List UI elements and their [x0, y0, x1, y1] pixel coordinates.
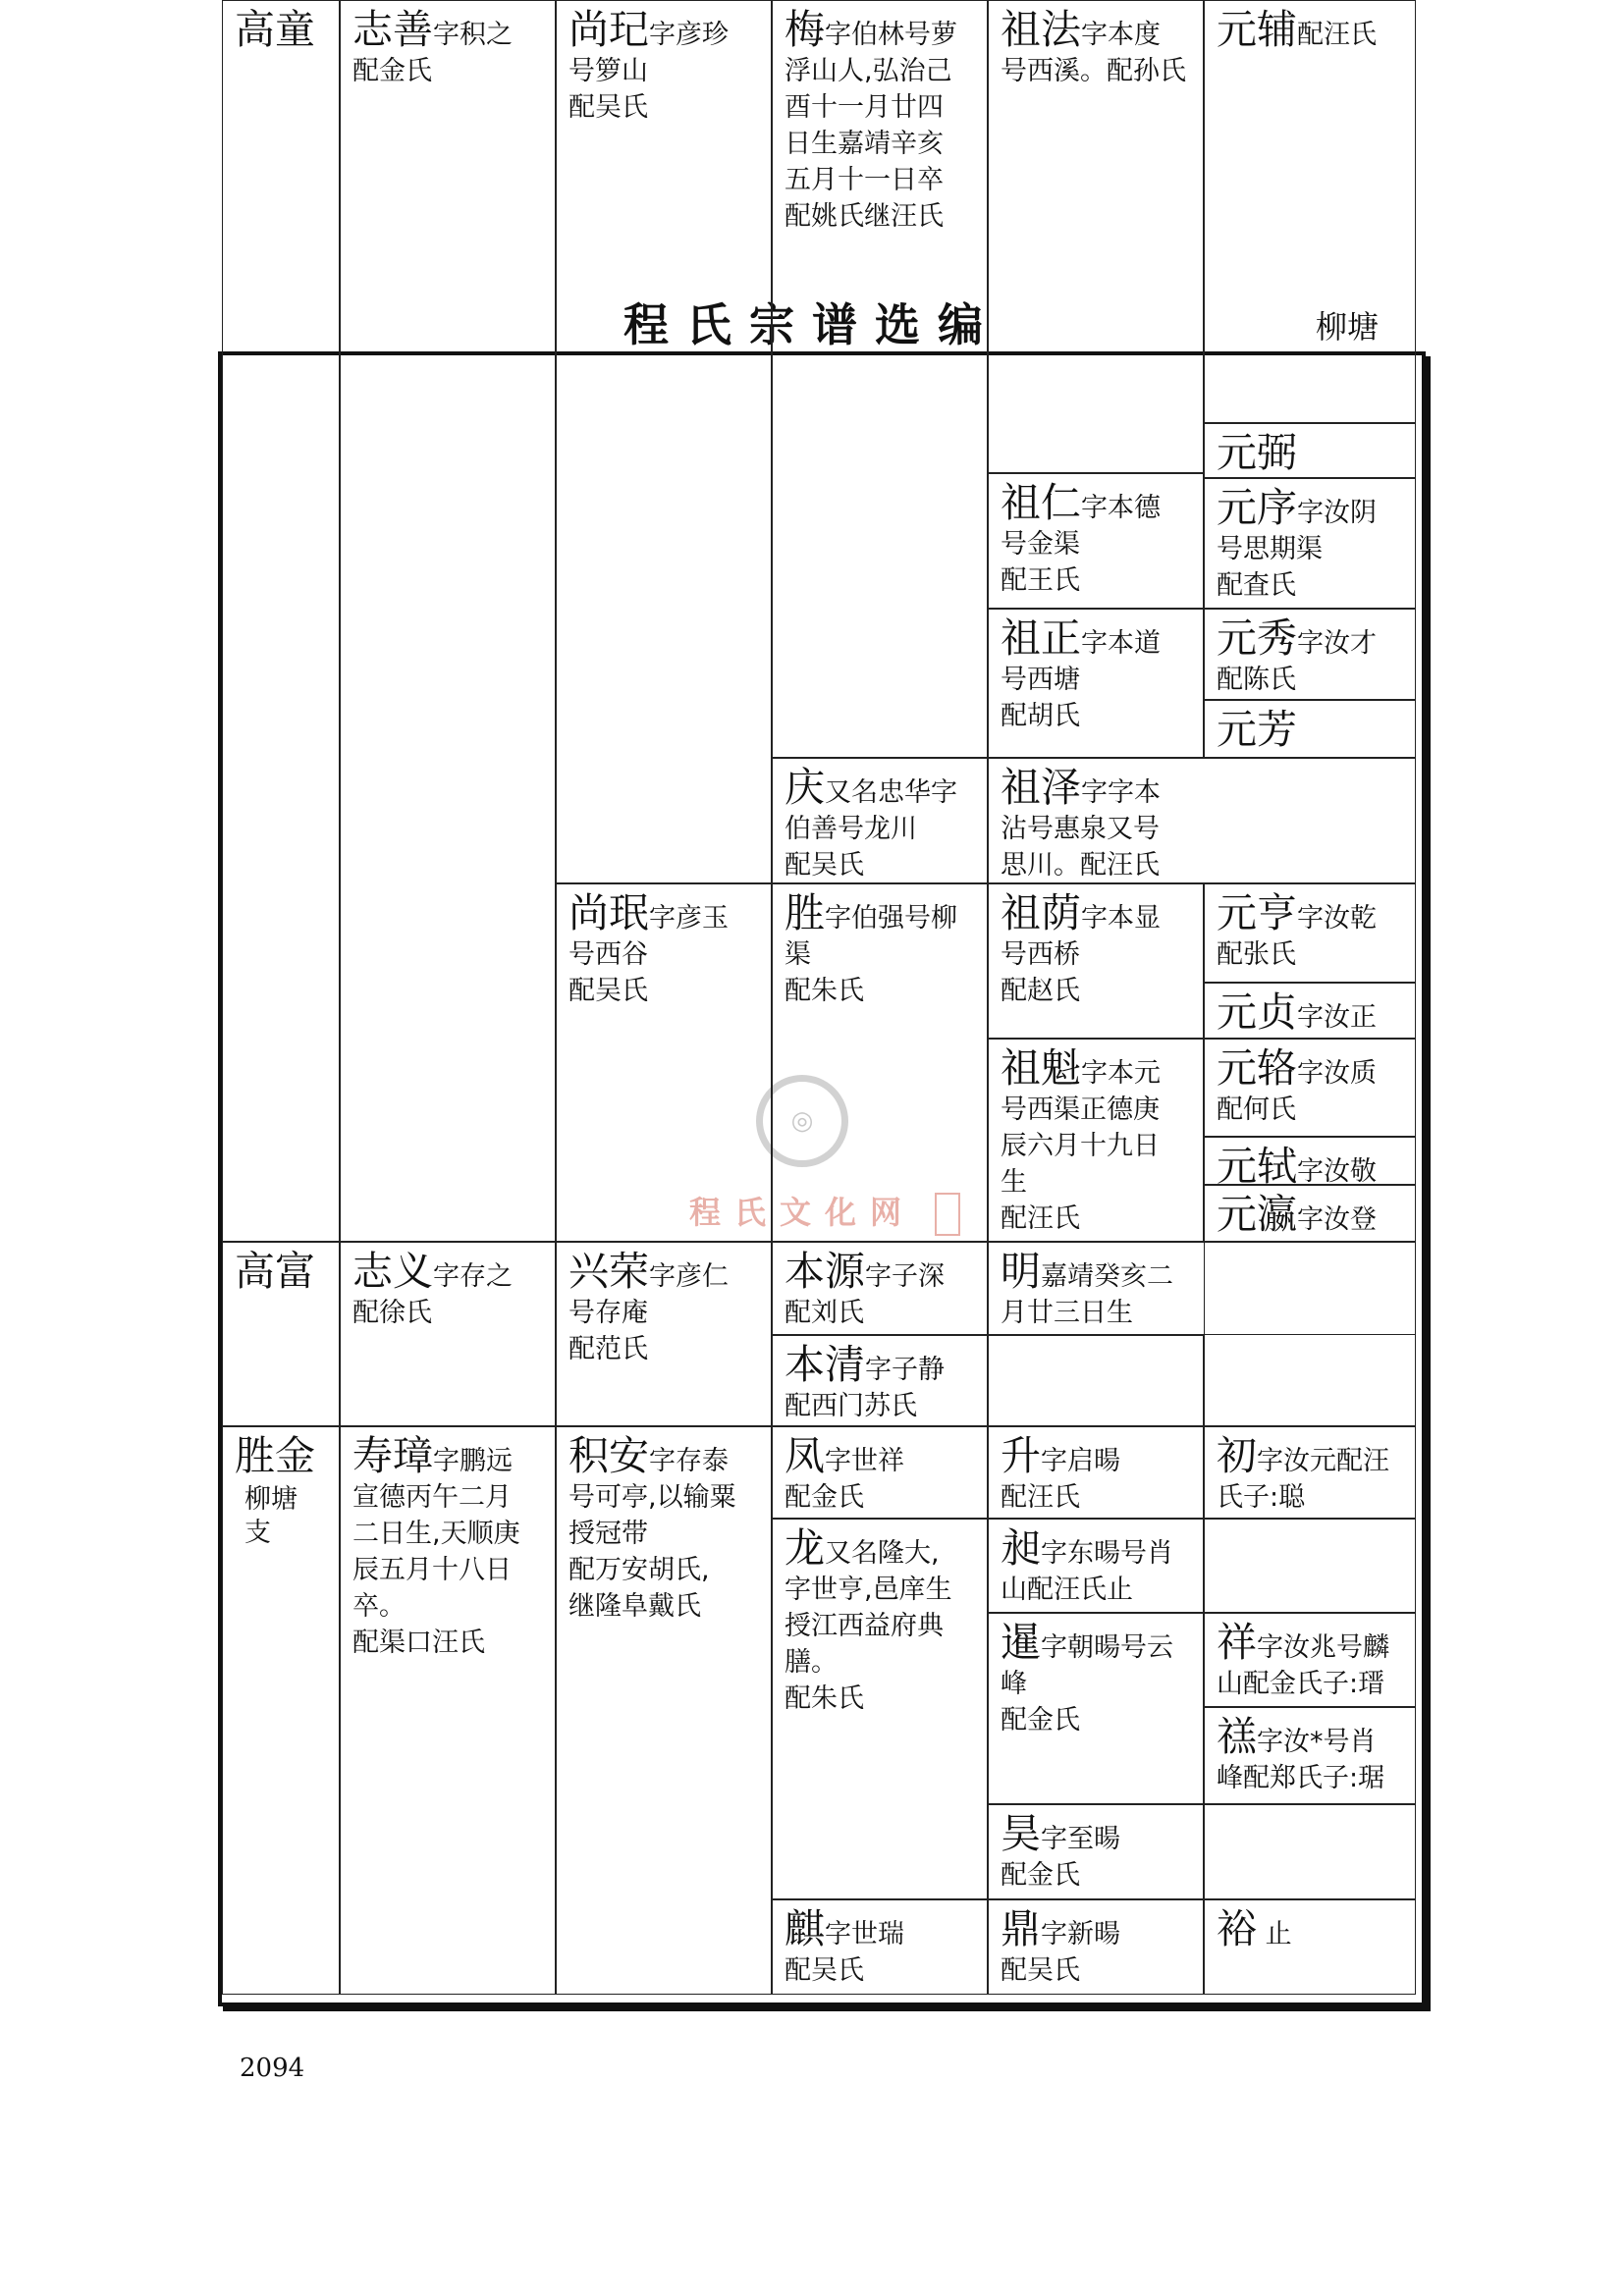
empty-cell: [1204, 1242, 1416, 1426]
person-note: 字汝*号肖 峰配郑氏子:琚: [1217, 1727, 1385, 1793]
person-note: 字子静 配西门苏氏: [785, 1355, 945, 1421]
person-note: 配汪氏: [1297, 20, 1377, 50]
person-note: 字汝才 配陈氏: [1217, 628, 1377, 695]
person-name: 明: [1001, 1248, 1041, 1295]
genealogy-cell: [1204, 1707, 1416, 1804]
genealogy-cell: [556, 1242, 772, 1426]
genealogy-cell: [340, 1242, 556, 1426]
genealogy-cell: [1204, 983, 1416, 1039]
person-note: 字彦玉 号西谷 配吴氏: [568, 903, 729, 1006]
genealogy-cell: [988, 1804, 1204, 1899]
genealogy-cell: [1204, 700, 1416, 758]
person-name: 志善: [352, 6, 433, 53]
person-note: 字新暘 配吴氏: [1001, 1919, 1120, 1986]
genealogy-cell: [556, 0, 772, 883]
person-note: 字本德 号金渠 配王氏: [1001, 493, 1161, 596]
person-name: 元秀: [1217, 614, 1297, 662]
genealogy-cell: [772, 1426, 988, 1519]
person-note: 字本道 号西塘 配胡氏: [1001, 628, 1161, 731]
genealogy-cell: [988, 1039, 1204, 1242]
genealogy-cell: [988, 758, 1416, 883]
person-name: 元序: [1217, 484, 1297, 531]
person-name: 寿璋: [352, 1432, 433, 1479]
genealogy-cell: [1204, 1899, 1416, 1995]
person-name: 龙: [785, 1524, 825, 1572]
person-name: 祖法: [1001, 6, 1081, 53]
person-note: 字东暘号肖 山配汪氏止: [1001, 1538, 1173, 1605]
person-name: 元辅: [1217, 6, 1297, 53]
person-name: 初: [1217, 1432, 1257, 1479]
person-name: 祖荫: [1001, 889, 1081, 936]
branch-label: 柳塘: [1316, 308, 1380, 346]
person-name: 祖魁: [1001, 1044, 1081, 1092]
person-name: 元芳: [1217, 706, 1297, 753]
genealogy-cell: [1204, 0, 1416, 423]
person-name: 高童: [235, 6, 315, 53]
person-name: 祖泽: [1001, 764, 1081, 811]
genealogy-cell: [222, 1426, 340, 1995]
person-name: 鼎: [1001, 1905, 1041, 1952]
genealogy-cell: [1204, 423, 1416, 478]
page-title: 程氏宗谱选编: [623, 298, 1001, 351]
person-name: 元贞: [1217, 988, 1297, 1036]
person-name: 祖正: [1001, 614, 1081, 662]
person-name: 元瀛: [1217, 1191, 1297, 1238]
genealogy-cell: [772, 758, 988, 883]
genealogy-cell: [1204, 1185, 1416, 1242]
person-name: 元辂: [1217, 1044, 1297, 1092]
person-note: 字至暘 配金氏: [1001, 1824, 1120, 1891]
genealogy-cell: [988, 1519, 1204, 1613]
genealogy-cell: [340, 0, 556, 1242]
genealogy-cell: [556, 1426, 772, 1995]
genealogy-cell: [1204, 1137, 1416, 1190]
person-note: 止: [1257, 1919, 1292, 1949]
empty-cell: [988, 1335, 1204, 1426]
person-note: 又名隆大, 字世亨,邑庠生 授江西益府典 膳。 配朱氏: [785, 1538, 952, 1714]
person-note: 字鹏远 宣德丙午二月 二日生,天顺庚 辰五月十八日 卒。 配渠口汪氏: [352, 1446, 520, 1658]
branch-subnote: 柳塘 支: [244, 1484, 298, 1548]
person-name: 胜: [785, 889, 825, 936]
person-name: 尚珉: [568, 889, 649, 936]
person-note: 字伯林号萝 浮山人,弘治己 酉十一月廿四 日生嘉靖辛亥 五月十一日卒 配姚氏继汪氏: [785, 20, 957, 232]
person-name: 元轼: [1217, 1143, 1297, 1190]
genealogy-cell: [556, 883, 772, 1242]
person-name: 庆: [785, 764, 825, 811]
person-note: 字积之 配金氏: [352, 20, 513, 86]
page-number: 2094: [240, 2054, 305, 2083]
genealogy-cell: [1204, 1613, 1416, 1707]
person-name: 尚玘: [568, 6, 649, 53]
genealogy-cell: [1204, 883, 1416, 983]
person-note: 字彦珍 号箩山 配吴氏: [568, 20, 729, 123]
person-name: 凤: [785, 1432, 825, 1479]
person-name: 梅: [785, 6, 825, 53]
person-note: 字启暘 配汪氏: [1001, 1446, 1120, 1513]
person-note: 字本元 号西渠正德庚 辰六月十九日 生 配汪氏: [1001, 1058, 1161, 1234]
empty-cell: [1204, 1519, 1416, 1613]
person-note: 字汝兆号麟 山配金氏子:瑨: [1217, 1632, 1389, 1699]
person-name: 元亨: [1217, 889, 1297, 936]
genealogy-cell: [772, 1335, 988, 1426]
genealogy-cell: [340, 1426, 556, 1995]
genealogy-cell: [988, 1899, 1204, 1995]
person-name: 高富: [235, 1248, 315, 1295]
person-name: 积安: [568, 1432, 649, 1479]
genealogy-cell: [772, 1242, 988, 1335]
person-note: 字汝正: [1297, 1002, 1377, 1033]
person-note: 字存泰 号可亭,以输粟 授冠带 配万安胡氏, 继隆阜戴氏: [568, 1446, 736, 1622]
genealogy-cell: [772, 1899, 988, 1995]
genealogy-cell: [988, 1613, 1204, 1804]
person-name: 元弼: [1217, 429, 1297, 476]
person-note: 字汝阴 号思期渠 配査氏: [1217, 498, 1377, 601]
person-note: 字汝敬: [1297, 1156, 1377, 1187]
person-name: 禚: [1217, 1713, 1257, 1760]
person-note: 字本显 号西桥 配赵氏: [1001, 903, 1161, 1006]
genealogy-cell: [772, 1519, 988, 1899]
genealogy-cell: [1204, 1426, 1416, 1519]
person-name: 麒: [785, 1905, 825, 1952]
genealogy-cell: [988, 883, 1204, 1039]
genealogy-cell: [988, 473, 1204, 609]
person-name: 胜金: [235, 1432, 315, 1479]
person-name: 升: [1001, 1432, 1041, 1479]
person-note: 又名忠华字 伯善号龙川 配吴氏: [785, 777, 957, 881]
person-note: 字子深 配刘氏: [785, 1261, 945, 1328]
person-note: 字汝元配汪 氏子:聪: [1217, 1446, 1389, 1513]
person-name: 本清: [785, 1341, 865, 1388]
watermark-text: 程氏文化网: [689, 1194, 916, 1231]
genealogy-cell: [988, 0, 1204, 473]
genealogy-cell: [1204, 609, 1416, 700]
genealogy-cell: [1204, 1039, 1416, 1137]
person-note: 字存之 配徐氏: [352, 1261, 513, 1328]
person-name: 昶: [1001, 1524, 1041, 1572]
person-note: 字彦仁 号存庵 配范氏: [568, 1261, 729, 1364]
person-note: 字世瑞 配吴氏: [785, 1919, 904, 1986]
genealogy-cell: [988, 1426, 1204, 1519]
person-name: 兴荣: [568, 1248, 649, 1295]
person-note: 字世祥 配金氏: [785, 1446, 904, 1513]
empty-cell: [1204, 1804, 1416, 1899]
person-note: 字汝乾 配张氏: [1217, 903, 1377, 970]
genealogy-cell: [1204, 478, 1416, 609]
person-note: 字朝暘号云 峰 配金氏: [1001, 1632, 1173, 1735]
genealogy-cell: [772, 883, 988, 1242]
person-name: 祥: [1217, 1619, 1257, 1666]
watermark-seal: ◎: [756, 1075, 848, 1167]
person-note: 嘉靖癸亥二 月廿三日生: [1001, 1261, 1173, 1328]
person-note: 字汝登: [1297, 1204, 1377, 1235]
genealogy-cell: [222, 0, 340, 1242]
person-name: 裕: [1217, 1905, 1257, 1952]
person-name: 昊: [1001, 1810, 1041, 1857]
person-note: 字伯强号柳 渠 配朱氏: [785, 903, 957, 1006]
person-note: 字字本 沾号惠泉又号 思川。配汪氏: [1001, 777, 1161, 881]
genealogy-cell: [222, 1242, 340, 1426]
genealogy-cell: [988, 609, 1204, 758]
person-name: 志义: [352, 1248, 433, 1295]
person-note: 字本度 号西溪。配孙氏: [1001, 20, 1186, 86]
person-name: 祖仁: [1001, 479, 1081, 526]
person-note: 字汝质 配何氏: [1217, 1058, 1377, 1125]
person-name: 本源: [785, 1248, 865, 1295]
genealogy-cell: [772, 0, 988, 758]
person-name: 暹: [1001, 1619, 1041, 1666]
